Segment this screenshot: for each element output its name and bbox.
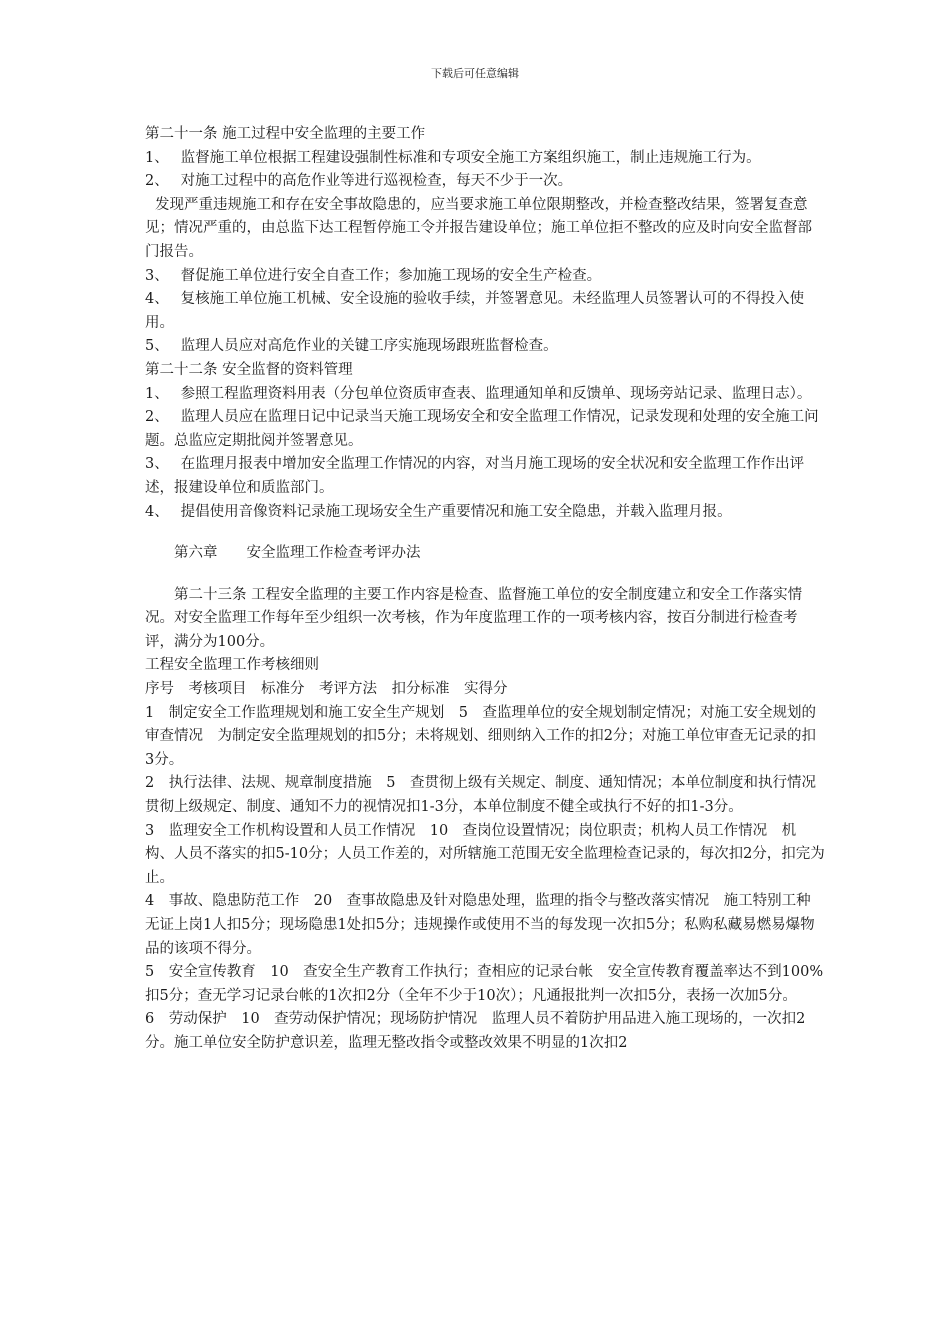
table-row: 4 事故、隐患防范工作 20 查事故隐患及针对隐患处理，监理的指令与整改落实情况 施工特别工种无证上岗1人扣5分；现场隐患1处扣5分；违规操作或使用不当的每发现一次扣5分；私购私藏易燃易爆物品的该项不得分。 bbox=[145, 893, 815, 957]
article-23-paragraph: 第二十三条 工程安全监理的主要工作内容是检查、监督施工单位的安全制度建立和安全工作落实情况。对安全监理工作每年至少组织一次考核，作为年度监理工作的一项考核内容，按百分制进行检查考评，满分为100分。 bbox=[145, 586, 803, 650]
table-header-row: 序号 考核项目 标准分 考评方法 扣分标准 实得分 bbox=[145, 681, 508, 698]
paragraph: 1、 参照工程监理资料用表（分包单位资质审查表、监理通知单和反馈单、现场旁站记录、监理日志）。 bbox=[145, 385, 812, 402]
paragraph: 2、 对施工过程中的高危作业等进行巡视检查，每天不少于一次。 bbox=[145, 173, 573, 190]
table-row: 6 劳动保护 10 查劳动保护情况；现场防护情况 监理人员不着防护用品进入施工现场的，一次扣2分。施工单位安全防护意识差，监理无整改指令或整改效果不明显的1次扣2 bbox=[145, 1011, 806, 1051]
paragraph: 3、 督促施工单位进行安全自查工作；参加施工现场的安全生产检查。 bbox=[145, 267, 602, 284]
paragraph: 4、 提倡使用音像资料记录施工现场安全生产重要情况和施工安全隐患，并载入监理月报。 bbox=[145, 503, 732, 520]
paragraph: 发现严重违规施工和存在安全事故隐患的，应当要求施工单位限期整改，并检查整改结果，签署复查意见；情况严重的，由总监下达工程暂停施工令并报告建设单位；施工单位拒不整改的应及时向安全监督部门报告。 bbox=[145, 196, 812, 260]
chapter-6-heading: 第六章 安全监理工作检查考评办法 bbox=[174, 545, 421, 562]
document-body bbox=[145, 123, 831, 1056]
paragraph: 1、 监督施工单位根据工程建设强制性标准和专项安全施工方案组织施工，制止违规施工行为。 bbox=[145, 149, 761, 166]
table-row: 3 监理安全工作机构设置和人员工作情况 10 查岗位设置情况；岗位职责；机构人员工作情况 机构、人员不落实的扣5-10分；人员工作差的，对所辖施工范围无安全监理检查记录的，每次扣2分，扣完为止。 bbox=[145, 822, 825, 886]
table-row: 1 制定安全工作监理规划和施工安全生产规划 5 查监理单位的安全规划制定情况；对施工安全规划的审查情况 为制定安全监理规划的扣5分；未将规划、细则纳入工作的扣2分；对施工单位审查无记录的扣3分。 bbox=[145, 704, 816, 768]
paragraph: 2、 监理人员应在监理日记中记录当天施工现场安全和安全监理工作情况，记录发现和处理的安全施工问题。总监应定期批阅并签署意见。 bbox=[145, 409, 819, 449]
article-21-heading: 第二十一条 施工过程中安全监理的主要工作 bbox=[145, 126, 426, 142]
paragraph: 4、 复核施工单位施工机械、安全设施的验收手续，并签署意见。未经监理人员签署认可的不得投入使用。 bbox=[145, 291, 805, 331]
table-row: 2 执行法律、法规、规章制度措施 5 查贯彻上级有关规定、制度、通知情况；本单位制度和执行情况 贯彻上级规定、制度、通知不力的视情况扣1-3分，本单位制度不健全或执行不好的扣1-3分。 bbox=[145, 775, 831, 816]
table-row: 5 安全宣传教育 10 查安全生产教育工作执行；查相应的记录台帐 安全宣传教育覆盖率达不到100%扣5分；查无学习记录台帐的1次扣2分（全年不少于10次）；凡通报批判一次扣5分，表扬一次加5分。 bbox=[145, 964, 824, 1004]
article-22-heading: 第二十二条 安全监督的资料管理 bbox=[145, 361, 353, 378]
table-title: 工程安全监理工作考核细则 bbox=[145, 657, 319, 674]
paragraph: 3、 在监理月报表中增加安全监理工作情况的内容，对当月施工现场的安全状况和安全监理工作作出评述，报建设单位和质监部门。 bbox=[145, 456, 805, 496]
paragraph: 5、 监理人员应对高危作业的关键工序实施现场跟班监督检查。 bbox=[145, 338, 558, 355]
page-header: 下载后可任意编辑 bbox=[431, 67, 519, 80]
